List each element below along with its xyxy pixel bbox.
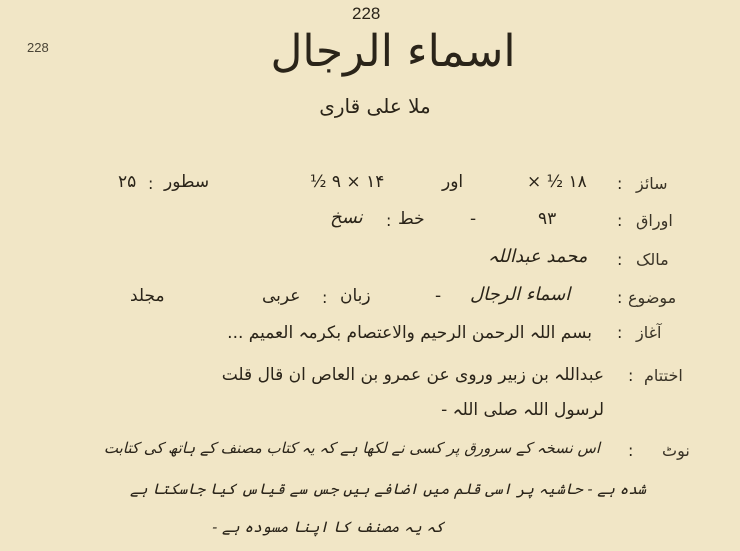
size-label: سائز [636,174,668,193]
subject-dash: - [435,286,442,306]
note-colon: : [628,441,634,460]
size-value-1: ۱۸ ½ × [527,172,587,192]
folios-dash: - [470,209,477,229]
folios-label: اوراق [636,211,673,230]
lines-colon: : [148,174,154,193]
note-line-1: اس نسخہ کے سرورق پر کسی نے لکھا ہے کہ یہ کتاب مصنف کے ہاتھ کی کتابت [103,439,600,457]
note-line-2: شدہ ہے - حاشیہ پر اسی قلم میں اضافے ہیں جس سے قیاس کیا جاسکتا ہے [129,480,646,498]
size-connector: اور [442,172,464,192]
language-colon: : [322,288,328,307]
page-number-top: 228 [352,4,381,23]
language-label: زبان [340,286,371,306]
subject-colon: : [617,288,623,307]
author-name: ملا علی قاری [319,94,431,118]
subject-label: موضوع [628,288,677,307]
lines-value: ۲۵ [118,172,137,192]
script-colon: : [386,211,392,230]
ending-line-1: عبداللہ بن زبیر وروی عن عمرو بن العاص ان قال قلت [221,365,604,385]
beginning-colon: : [617,323,623,342]
note-line-3: کہ یہ مصنف کا اپنا مسودہ ہے - [212,518,444,536]
folios-colon: : [617,211,623,230]
ending-line-2: لرسول اللہ صلی اللہ - [441,400,604,420]
lines-label: سطور [164,172,210,192]
page-number-left: 228 [27,40,49,55]
owner-colon: : [617,250,623,269]
script-label: خط [398,209,425,229]
beginning-label: آغاز [636,323,662,342]
binding-value: مجلد [130,286,165,306]
owner-label: مالک [636,250,669,269]
size-colon: : [617,174,623,193]
page-title: اسماء الرجال [270,26,516,77]
language-value: عربی [262,286,301,306]
ending-label: اختتام [644,366,683,385]
ending-colon: : [628,366,634,385]
note-label: نوٹ [662,441,690,460]
size-value-2: ۱۴ × ۹ ½ [310,172,385,192]
subject-value: اسماء الرجال [470,284,571,305]
beginning-value: بسم اللہ الرحمن الرحیم والاعتصام بکرمہ العمیم ... [227,323,592,343]
folios-value: ۹۳ [538,209,557,229]
script-value: نسخ [330,207,363,228]
owner-value: محمد عبداللہ [488,246,588,267]
